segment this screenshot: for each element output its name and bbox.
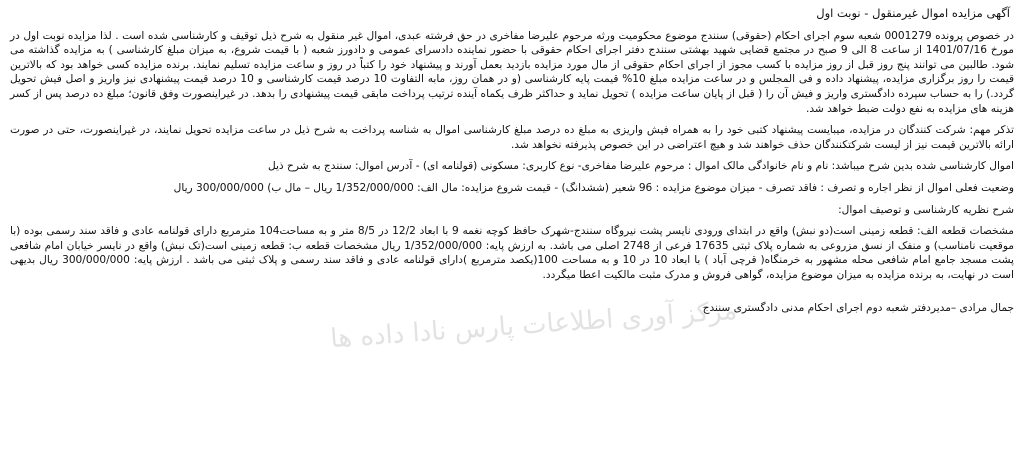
notice-title: آگهی مزایده اموال غیرمنقول - نوبت اول xyxy=(816,6,1010,20)
watermark-text: مرکز آوری اطلاعات پارس نادا داده ها xyxy=(329,295,739,355)
expert-heading: شرح نظریه کارشناسی و توصیف اموال: xyxy=(838,203,1014,216)
status-paragraph: وضعیت فعلی اموال از نظر اجاره و تصرف : فاقد تصرف - میزان موضوع مزایده : 96 شعیر (ششدانگ) - قیمت شروع مزایده: مال الف: 1/352/000/000 ریال – مال ب) 300/000/000 ریال xyxy=(173,181,1014,194)
signature-line: جمال مرادی –مدیردفتر شعبه دوم اجرای احکام مدنی دادگستری سنندج xyxy=(702,301,1014,314)
owner-paragraph: اموال کارشناسی شده بدین شرح میباشد: نام و نام خانوادگی مالک اموال : مرحوم علیرضا مفاخری- نوع کاربری: مسکونی (قولنامه ای) - آدرس اموال: سنندج به شرح ذیل xyxy=(267,160,1014,173)
intro-paragraph: در خصوص پرونده 0001279 شعبه سوم اجرای احکام (حقوقی) سنندج موضوع محکومیت ورثه مرحوم علیرضا مفاخری در حق فرشته عبدی، اموال غیر منقول به شرح ذیل توقیف و کارشناسی شده است . لذا مزایده نوبت اول در مورخ 1401/07/16 از ساعت 8 الی 9 صبح در مجتمع قضایی شهید بهشتی سنندج دفتر اجرای احکام حقوقی با حضور نماینده دادسرای عمومی و دادورز شعبه ( با قیمت شروع، به میزان مبلغ کارشناسی ) به مزایده گذاشته می شود. طالبین می توانند پنج روز قبل از روز مزایده با کسب مجوز از اجرای احکام حقوقی از مال مورد مزایده بازدید بعمل آورند و پیشنهاد خود را کتباً در روز و ساعت مزایده تسلیم نمایند. برنده مزایده کسی خواهد بود که بالاترین قیمت را روز برگزاری مزایده، پیشنهاد داده و فی المجلس و در ساعت مزایده مبلغ 10% قیمت پایه کارشناسی (و در همان روز، مابه التفاوت 10 درصد قیمت کارشناسی و 10 درصد قیمت پیشنهادی نیز واریز و اصل فیش تحویل گردد.) را به حساب سپرده دادگستری واریز و فیش آن را ( قبل از پایان ساعت مزایده ) تحویل نماید و حداکثر ظرف یکماه آینده ترتیب پرداخت مابقی قیمت پیشنهادی را بدهد. در غیراینصورت وفق قانون؛ مبلغ ده درصد پس از کسر هزینه های مزایده به نفع دولت ضبط خواهد شد. xyxy=(10,29,1015,115)
important-notice-paragraph: تذکر مهم: شرکت کنندگان در مزایده، میبایست پیشنهاد کتبی خود را به همراه فیش واریزی به مبلغ ده درصد مبلغ کارشناسی اموال به شناسه پرداخت به شرح ذیل در ساعت مزایده تحویل نمایند، در غیراینصورت، حتی در صورت ارائه بالاترین قیمت نیز از لیست شرکتکنندگان حذف خواهند شد و هیچ اعتراضی در این خصوص پذیرفته نخواهد شد. xyxy=(10,124,1014,151)
specs-paragraph: مشخصات قطعه الف: قطعه زمینی است(دو نبش) واقع در ابتدای ورودی نایسر پشت نیروگاه سنندج-شهرک حافظ کوچه نغمه 9 با ابعاد 12/2 در 8/5 متر و به مساحت104 مترمربع دارای قولنامه عادی و فاقد سند رسمی بوده (با موقعیت نامناسب) و منفک از نسق مزروعی به شماره پلاک ثبتی 17635 فرعی از 2748 اصلی می باشد. به ارزش پایه: 1/352/000/000 ریال مشخصات قطعه ب: قطعه زمینی است(تک نبش) واقع در نایسر خیابان امام شافعی پشت مسجد جامع امام شافعی محله مشهور به خرمنگاه( قرچی آباد ) با ابعاد 10 در 10 و به مساحت 100(یکصد مترمربع )دارای قولنامه عادی و فاقد سند رسمی و پلاک ثبتی می باشد . ارزش پایه: 300/000/000 ریال بدیهی است در نهایت، به برنده مزایده به میزان موضوع مزایده، گواهی فروش و مدرک مثبت مالکیت اعطا میگردد. xyxy=(10,225,1014,281)
